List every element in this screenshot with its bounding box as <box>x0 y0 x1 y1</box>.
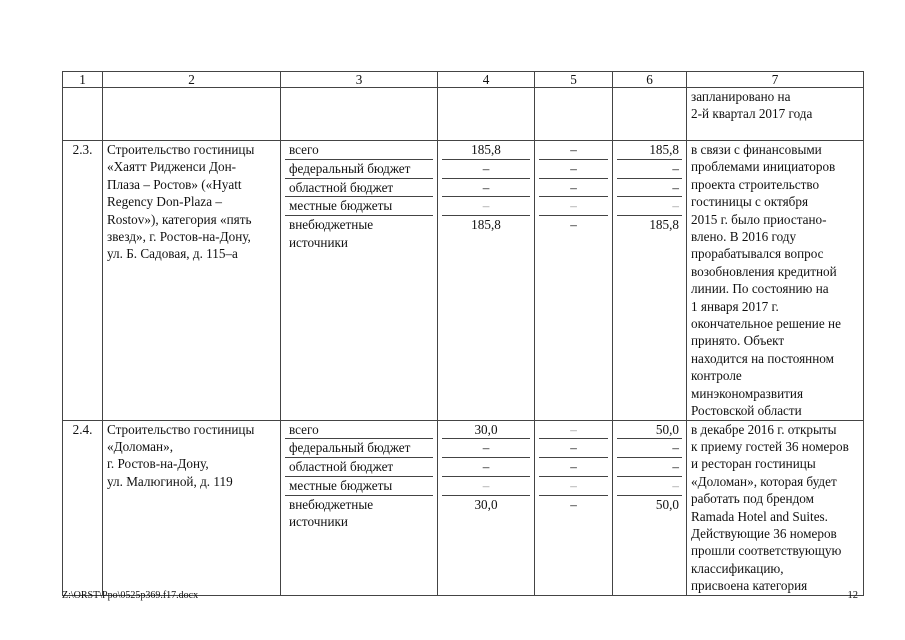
header-cell: 2 <box>103 72 281 88</box>
file-path: Z:\ORST\Ppo\0525p369.f17.docx <box>62 590 199 601</box>
column-6-values: 185,8 – – – 185,8 <box>613 141 687 421</box>
column-4-values: 185,8 – – – 185,8 <box>438 141 535 421</box>
header-cell: 4 <box>438 72 535 88</box>
status-note: в связи с финансовыми проблемами инициаторов проекта строительство гостиницы с октября 2015 г. было приостано- влено. В 2016 году прорабатывался вопрос возобновления кредитной линии. По состоянию на 1 января 2017 г. окончательное решение не принято. Объект находится на постоянном контроле минэкономразвития Ростовской области <box>687 141 864 421</box>
row-number: 2.4. <box>63 420 103 595</box>
table-row <box>63 141 864 421</box>
status-note: в декабре 2016 г. открыты к приему гостей 36 номеров и ресторан гостиницы «Доломан», которая будет работать под брендом Ramada Hotel and Suites. Действующие 36 номеров прошли соответствующую классификацию, присвоена категория <box>687 420 864 595</box>
header-row <box>63 72 864 88</box>
column-4-values: 30,0 – – – 30,0 <box>438 420 535 595</box>
table-row <box>63 420 864 595</box>
funding-sources: всего федеральный бюджет областной бюджет местные бюджеты внебюджетные источники <box>281 420 438 595</box>
column-6-values: 50,0 – – – 50,0 <box>613 420 687 595</box>
header-cell: 1 <box>63 72 103 88</box>
row-number: 2.3. <box>63 141 103 421</box>
document-table <box>62 71 864 596</box>
continuation-note: запланировано на 2-й квартал 2017 года <box>687 88 864 141</box>
funding-sources: всего федеральный бюджет областной бюджет местные бюджеты внебюджетные источники <box>281 141 438 421</box>
header-cell: 7 <box>687 72 864 88</box>
object-description: Строительство гостиницы «Доломан», г. Ростов-на-Дону, ул. Малюгиной, д. 119 <box>103 420 281 595</box>
header-cell: 5 <box>535 72 613 88</box>
continuation-row <box>63 88 864 141</box>
header-cell: 3 <box>281 72 438 88</box>
column-5-values: – – – – – <box>535 420 613 595</box>
column-5-values: – – – – – <box>535 141 613 421</box>
object-description: Строительство гостиницы «Хаятт Ридженси Дон- Плаза – Ростов» («Hyatt Regency Don-Plaza – Rostov»), категория «пять звезд», г. Ростов-на-Дону, ул. Б. Садовая, д. 115–а <box>103 141 281 421</box>
page-number: 12 <box>847 590 858 601</box>
header-cell: 6 <box>613 72 687 88</box>
